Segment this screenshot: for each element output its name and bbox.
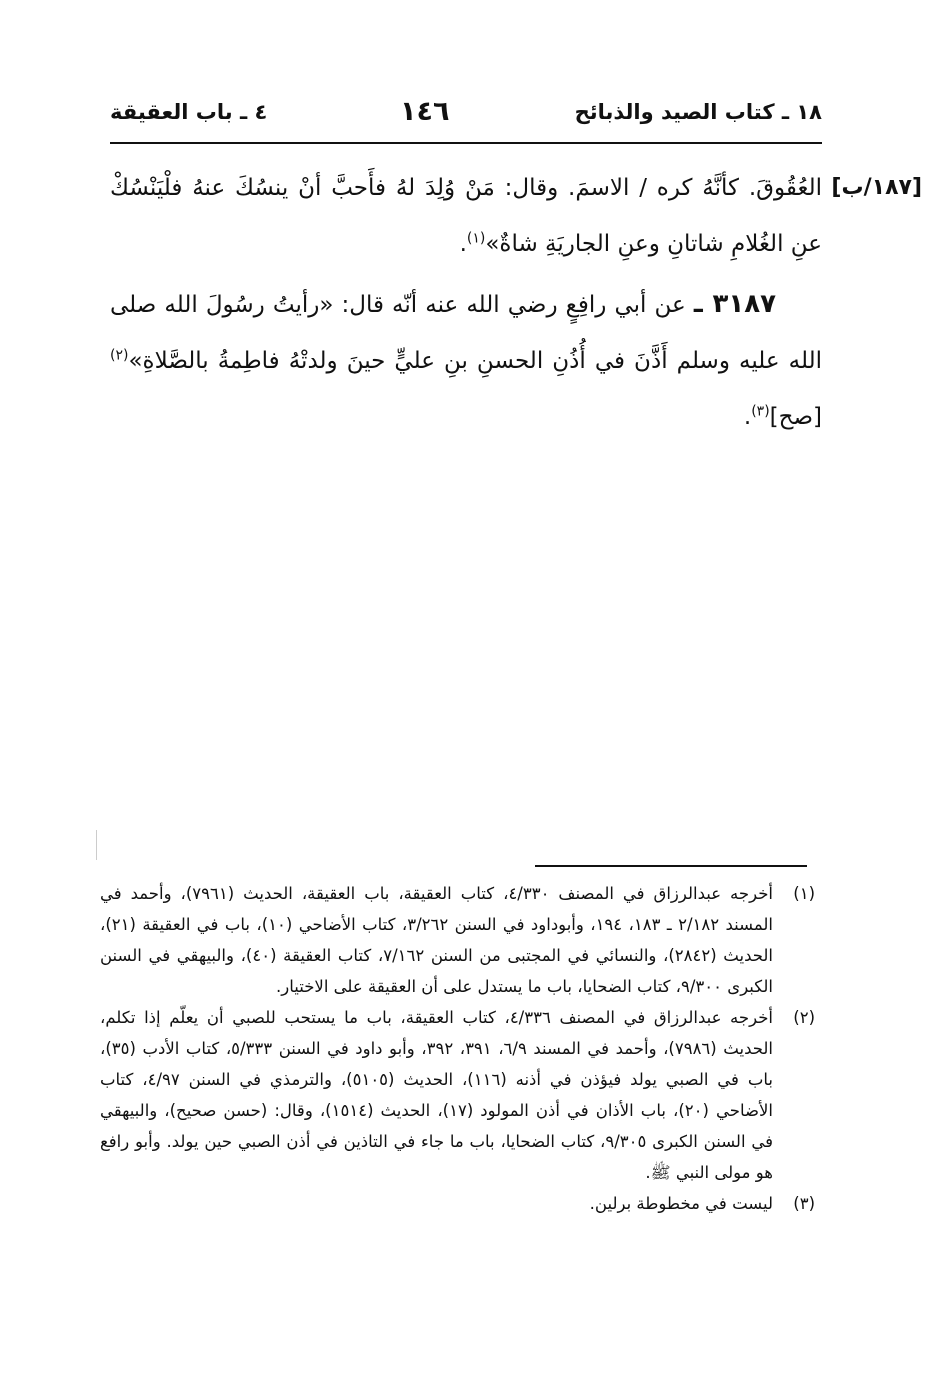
footnote-ref-1[interactable]: (١) <box>466 230 486 247</box>
footnote-3 <box>100 1188 815 1219</box>
authenticity-mark: [صح] <box>769 404 822 430</box>
paragraph-1-end: . <box>459 231 467 257</box>
paragraph-2-text: عن أبي رافِعٍ رضي الله عنه أنّه قال: «رأيتُ رسُولَ الله صلى الله عليه وسلم أَذَّنَ في أُذُنِ الحسنِ بنِ عليٍّ حينَ ولدتْهُ فاطِمةُ بالصَّلاةِ» <box>110 292 822 374</box>
footnote-text: أخرجه عبدالرزاق في المصنف ٤/٣٣٠، كتاب العقيقة، باب العقيقة، الحديث (٧٩٦١)، وأحمد في المسند ٢/١٨٢ ـ ١٨٣، ١٩٤، وأبوداود في السنن ٣/٢٦٢، كتاب الأضاحي (١٠)، باب في العقيقة (٢١)، الحديث (٢٨٤٢)، والنسائي في المجتبى من السنن ٧/١٦٢، كتاب العقيقة (٤٠)، والبيهقي في السنن الكبرى ٩/٣٠٠، كتاب الضحايا، باب ما يستدل على أن العقيقة على الاختيار. <box>100 884 774 996</box>
footnote-separator <box>535 865 807 867</box>
page-header <box>110 98 822 144</box>
paragraph-1 <box>110 160 822 272</box>
footnote-1 <box>100 878 815 1002</box>
paragraph-2 <box>110 276 822 445</box>
hadith-number: ٣١٨٧ ـ <box>693 289 777 319</box>
footnote-text: ليست في مخطوطة برلين. <box>589 1194 773 1213</box>
footnote-text: أخرجه عبدالرزاق في المصنف ٤/٣٣٦، كتاب العقيقة، باب ما يستحب للصبي أن يعلّم إذا تكلم، الحديث (٧٩٨٦)، وأحمد في المسند ٦/٩، ٣٩١، ٣٩٢، وأبو داود في السنن ٥/٣٣٣، كتاب الأدب (٣٥)، باب في الصبي يولد فيؤذن في أذنه (١١٦)، الحديث (٥١٠٥)، والترمذي في السنن ٤/٩٧، كتاب الأضاحي (٢٠)، باب الأذان في أذن المولود (١٧)، الحديث (١٥١٤)، وقال: (حسن صحيح)، والبيهقي في السنن الكبرى ٩/٣٠٥، كتاب الضحايا، باب ما جاء في التاذين في أذن الصبي حين يولد. وأبو رافع هو مولى النبي ﷺ. <box>100 1008 773 1182</box>
scan-artifact <box>96 830 97 860</box>
footnote-ref-3[interactable]: (٣) <box>751 403 770 420</box>
footnotes <box>100 878 815 1219</box>
paragraph-2-end: . <box>743 404 752 430</box>
manuscript-folio-ref: [١٨٧/ب] <box>831 175 922 200</box>
page-number: ١٤٦ <box>400 96 450 127</box>
footnote-2 <box>100 1002 815 1188</box>
chapter-title: ١٨ ـ كتاب الصيد والذبائح <box>574 100 822 124</box>
footnote-number: (١) <box>793 884 815 903</box>
footnote-number: (٣) <box>793 1194 815 1213</box>
footnote-number: (٢) <box>793 1008 815 1027</box>
footnote-ref-2[interactable]: (٢) <box>110 347 129 364</box>
paragraph-1-text: العُقُوقَ. كأنَّهُ كره / الاسمَ. وقال: مَنْ وُلِدَ لهُ فأَحبَّ أنْ ينسُكَ عنهُ فلْيَنْسُكْ عنِ الغُلامِ شاتانِ وعنِ الجاريَةِ شاةٌ» <box>110 175 822 257</box>
section-title: ٤ ـ باب العقيقة <box>110 100 268 124</box>
main-text <box>110 160 922 445</box>
